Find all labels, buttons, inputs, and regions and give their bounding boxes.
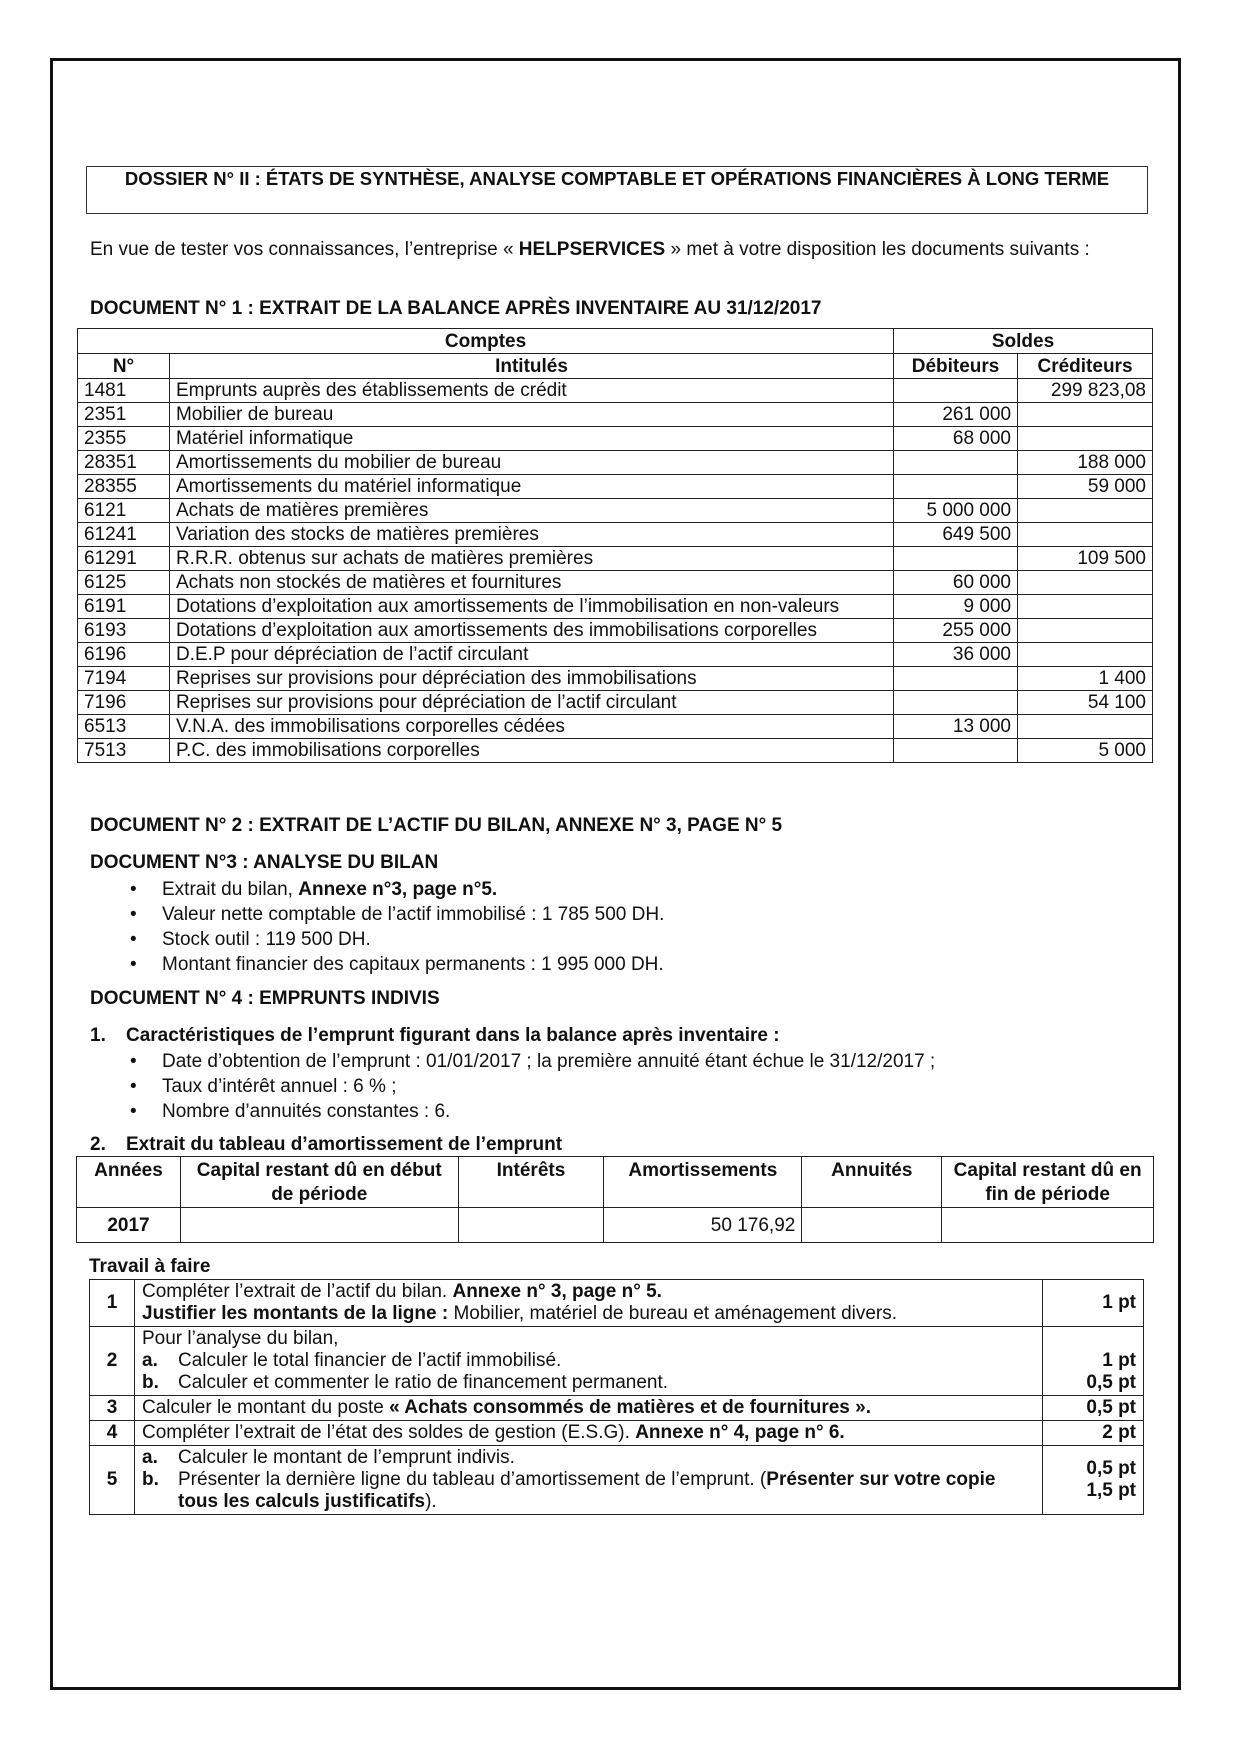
head-intitules: Intitulés	[169, 354, 893, 379]
balance-cell-label: R.R.R. obtenus sur achats de matières premières	[169, 547, 893, 571]
balance-cell-credit: 299 823,08	[1018, 379, 1153, 403]
balance-cell-num: 6121	[78, 499, 170, 523]
doc3-bullet-1-text: Extrait du bilan,	[162, 879, 299, 900]
travail-table	[89, 1279, 1144, 1515]
balance-cell-num: 61241	[78, 523, 170, 547]
q5-a-text: Calculer le montant de l’emprunt indivis.	[178, 1447, 515, 1468]
balance-cell-credit	[1018, 571, 1153, 595]
balance-cell-label: Variation des stocks de matières premières	[169, 523, 893, 547]
loan-head-capital-debut: Capital restant dû en début de période	[180, 1157, 458, 1208]
head-soldes: Soldes	[894, 329, 1153, 354]
doc3-bullet-4: • Montant financier des capitaux permanents : 1 995 000 DH.	[90, 952, 1090, 977]
intro-paragraph	[90, 238, 1140, 262]
intro-text-after: » met à votre disposition les documents suivants :	[665, 239, 1090, 260]
q4-bold: Annexe n° 4, page n° 6.	[635, 1422, 845, 1443]
q5-b-text: Présenter la dernière ligne du tableau d’amortissement de l’emprunt. (	[178, 1469, 767, 1490]
balance-cell-credit	[1018, 403, 1153, 427]
balance-row	[78, 379, 1153, 403]
doc4-bullet-1: • Date d’obtention de l’emprunt : 01/01/2017 ; la première annuité étant échue le 31/12/2017 ;	[90, 1049, 1140, 1074]
q4-text	[135, 1421, 1043, 1446]
q2-a-label: a.	[142, 1350, 158, 1371]
balance-cell-num: 2355	[78, 427, 170, 451]
doc4-section-2-num: 2.	[90, 1134, 106, 1155]
doc4-section-1-title	[90, 1025, 780, 1047]
travail-title: Travail à faire	[89, 1256, 211, 1277]
balance-row	[78, 451, 1153, 475]
loan-table	[76, 1156, 1154, 1243]
doc3-bullet-1-annex: Annexe n°3, page n°5.	[298, 879, 498, 900]
q1-line2: Mobilier, matériel de bureau et aménagement divers.	[448, 1303, 898, 1324]
q5-points-b: 1,5 pt	[1086, 1480, 1136, 1501]
balance-cell-label: Reprises sur provisions pour dépréciation des immobilisations	[169, 667, 893, 691]
q4-points: 2 pt	[1043, 1421, 1144, 1446]
doc1-title: DOCUMENT N° 1 : EXTRAIT DE LA BALANCE APRÈS INVENTAIRE AU 31/12/2017	[90, 298, 822, 319]
doc3-bullet-3: • Stock outil : 119 500 DH.	[90, 927, 1090, 952]
balance-cell-credit	[1018, 427, 1153, 451]
dossier-title: DOSSIER N° II : ÉTATS DE SYNTHÈSE, ANALYSE COMPTABLE ET OPÉRATIONS FINANCIÈRES À LONG TERME	[86, 166, 1148, 214]
q4-plain: Compléter l’extrait de l’état des soldes de gestion (E.S.G).	[142, 1422, 636, 1443]
balance-cell-debit: 68 000	[894, 427, 1018, 451]
intro-text-before: En vue de tester vos connaissances, l’entreprise «	[90, 239, 519, 260]
balance-cell-num: 1481	[78, 379, 170, 403]
balance-cell-credit: 188 000	[1018, 451, 1153, 475]
q2-a-text: Calculer le total financier de l’actif immobilisé.	[178, 1350, 562, 1371]
doc4-list	[90, 1049, 1140, 1124]
q1-text	[135, 1280, 1043, 1327]
balance-cell-label: V.N.A. des immobilisations corporelles cédées	[169, 715, 893, 739]
balance-cell-credit	[1018, 619, 1153, 643]
doc4-title: DOCUMENT N° 4 : EMPRUNTS INDIVIS	[90, 988, 440, 1009]
balance-cell-label: Achats de matières premières	[169, 499, 893, 523]
q3-plain: Calculer le montant du poste	[142, 1397, 390, 1418]
q2-b-text: Calculer et commenter le ratio de financement permanent.	[178, 1372, 669, 1393]
q5-points	[1043, 1446, 1144, 1515]
balance-cell-num: 61291	[78, 547, 170, 571]
balance-row	[78, 739, 1153, 763]
balance-cell-label: Amortissements du mobilier de bureau	[169, 451, 893, 475]
q5-b-bold: Présenter sur votre copie tous les calculs justificatifs	[178, 1469, 996, 1512]
loan-cell-capital-debut	[180, 1208, 458, 1243]
balance-row	[78, 499, 1153, 523]
loan-cell-annuites	[802, 1208, 942, 1243]
balance-cell-credit: 109 500	[1018, 547, 1153, 571]
q5-points-a: 0,5 pt	[1086, 1458, 1136, 1479]
balance-cell-num: 6196	[78, 643, 170, 667]
balance-cell-credit	[1018, 643, 1153, 667]
balance-cell-num: 2351	[78, 403, 170, 427]
balance-row	[78, 715, 1153, 739]
q2-text	[135, 1327, 1043, 1396]
balance-cell-credit	[1018, 499, 1153, 523]
balance-cell-label: Amortissements du matériel informatique	[169, 475, 893, 499]
balance-row	[78, 595, 1153, 619]
loan-head-amortissements: Amortissements	[604, 1157, 802, 1208]
head-debiteurs: Débiteurs	[894, 354, 1018, 379]
balance-cell-label: Mobilier de bureau	[169, 403, 893, 427]
doc3-bullet-2: • Valeur nette comptable de l’actif immobilisé : 1 785 500 DH.	[90, 902, 1090, 927]
balance-cell-credit	[1018, 523, 1153, 547]
loan-cell-interets	[458, 1208, 604, 1243]
balance-cell-debit: 5 000 000	[894, 499, 1018, 523]
balance-cell-debit: 36 000	[894, 643, 1018, 667]
balance-cell-label: D.E.P pour dépréciation de l’actif circulant	[169, 643, 893, 667]
q3-num: 3	[90, 1396, 135, 1421]
doc4-section-2-text: Extrait du tableau d’amortissement de l’emprunt	[126, 1134, 563, 1155]
balance-cell-debit	[894, 667, 1018, 691]
balance-cell-debit: 13 000	[894, 715, 1018, 739]
doc3-bullet-1	[90, 877, 1090, 902]
balance-cell-label: Dotations d’exploitation aux amortissements de l’immobilisation en non-valeurs	[169, 595, 893, 619]
balance-cell-debit	[894, 379, 1018, 403]
balance-cell-credit: 5 000	[1018, 739, 1153, 763]
doc4-section-1-text: Caractéristiques de l’emprunt figurant dans la balance après inventaire :	[126, 1025, 780, 1046]
q2-points	[1043, 1327, 1144, 1396]
balance-cell-debit	[894, 691, 1018, 715]
balance-cell-debit	[894, 451, 1018, 475]
balance-row	[78, 691, 1153, 715]
balance-cell-num: 6513	[78, 715, 170, 739]
q5-b-end: ).	[425, 1491, 437, 1512]
q2-points-a: 1 pt	[1102, 1350, 1136, 1371]
q3-bold: « Achats consommés de matières et de fournitures ».	[389, 1397, 871, 1418]
balance-cell-debit: 255 000	[894, 619, 1018, 643]
q2-intro: Pour l’analyse du bilan,	[142, 1328, 339, 1349]
company-name: HELPSERVICES	[518, 239, 666, 260]
loan-head-annees: Années	[77, 1157, 181, 1208]
loan-cell-capital-fin	[942, 1208, 1154, 1243]
balance-table	[77, 328, 1153, 763]
doc3-list	[90, 877, 1090, 977]
q1-annex: Annexe n° 3, page n° 5.	[452, 1281, 662, 1302]
doc4-bullet-3: • Nombre d’annuités constantes : 6.	[90, 1099, 1140, 1124]
balance-row	[78, 403, 1153, 427]
balance-cell-debit: 649 500	[894, 523, 1018, 547]
balance-cell-label: Emprunts auprès des établissements de crédit	[169, 379, 893, 403]
q1-points: 1 pt	[1043, 1280, 1144, 1327]
loan-cell-amortissements: 50 176,92	[604, 1208, 802, 1243]
balance-cell-label: Achats non stockés de matières et fournitures	[169, 571, 893, 595]
balance-cell-num: 6125	[78, 571, 170, 595]
q3-points: 0,5 pt	[1043, 1396, 1144, 1421]
loan-head-capital-fin: Capital restant dû en fin de période	[942, 1157, 1154, 1208]
balance-cell-credit: 1 400	[1018, 667, 1153, 691]
q1-num: 1	[90, 1280, 135, 1327]
q3-text	[135, 1396, 1043, 1421]
balance-row	[78, 643, 1153, 667]
q2-num: 2	[90, 1327, 135, 1396]
q1-line1: Compléter l’extrait de l’actif du bilan.	[142, 1281, 453, 1302]
head-comptes: Comptes	[78, 329, 894, 354]
doc2-title: DOCUMENT N° 2 : EXTRAIT DE L’ACTIF DU BILAN, ANNEXE N° 3, PAGE N° 5	[90, 815, 783, 836]
balance-cell-label: Matériel informatique	[169, 427, 893, 451]
head-num: N°	[78, 354, 170, 379]
balance-cell-num: 6193	[78, 619, 170, 643]
balance-cell-debit: 261 000	[894, 403, 1018, 427]
balance-row	[78, 619, 1153, 643]
balance-cell-label: Dotations d’exploitation aux amortissements des immobilisations corporelles	[169, 619, 893, 643]
balance-cell-credit	[1018, 715, 1153, 739]
loan-cell-annee: 2017	[77, 1208, 181, 1243]
balance-cell-credit: 59 000	[1018, 475, 1153, 499]
q5-num: 5	[90, 1446, 135, 1515]
doc4-section-2-title	[90, 1134, 562, 1156]
q5-b-label: b.	[142, 1469, 159, 1490]
balance-cell-label: P.C. des immobilisations corporelles	[169, 739, 893, 763]
balance-cell-num: 28355	[78, 475, 170, 499]
loan-head-annuites: Annuités	[802, 1157, 942, 1208]
doc4-section-1-num: 1.	[90, 1025, 106, 1046]
balance-cell-label: Reprises sur provisions pour dépréciation de l’actif circulant	[169, 691, 893, 715]
balance-cell-num: 28351	[78, 451, 170, 475]
balance-cell-num: 7194	[78, 667, 170, 691]
balance-cell-num: 6191	[78, 595, 170, 619]
q5-text	[135, 1446, 1043, 1515]
doc3-title: DOCUMENT N°3 : ANALYSE DU BILAN	[90, 852, 439, 873]
balance-cell-debit: 9 000	[894, 595, 1018, 619]
balance-cell-debit	[894, 739, 1018, 763]
balance-cell-debit	[894, 547, 1018, 571]
balance-row	[78, 547, 1153, 571]
balance-cell-debit	[894, 475, 1018, 499]
balance-cell-debit: 60 000	[894, 571, 1018, 595]
q4-num: 4	[90, 1421, 135, 1446]
balance-cell-num: 7196	[78, 691, 170, 715]
q1-justify-label: Justifier les montants de la ligne :	[142, 1303, 449, 1324]
balance-cell-credit	[1018, 595, 1153, 619]
balance-row	[78, 475, 1153, 499]
loan-head-interets: Intérêts	[458, 1157, 604, 1208]
balance-cell-credit: 54 100	[1018, 691, 1153, 715]
head-crediteurs: Créditeurs	[1018, 354, 1153, 379]
doc4-bullet-2: • Taux d’intérêt annuel : 6 % ;	[90, 1074, 1140, 1099]
balance-row	[78, 427, 1153, 451]
q2-points-b: 0,5 pt	[1086, 1372, 1136, 1393]
balance-row	[78, 571, 1153, 595]
balance-row	[78, 523, 1153, 547]
balance-cell-num: 7513	[78, 739, 170, 763]
balance-row	[78, 667, 1153, 691]
q2-b-label: b.	[142, 1372, 159, 1393]
q5-a-label: a.	[142, 1447, 158, 1468]
